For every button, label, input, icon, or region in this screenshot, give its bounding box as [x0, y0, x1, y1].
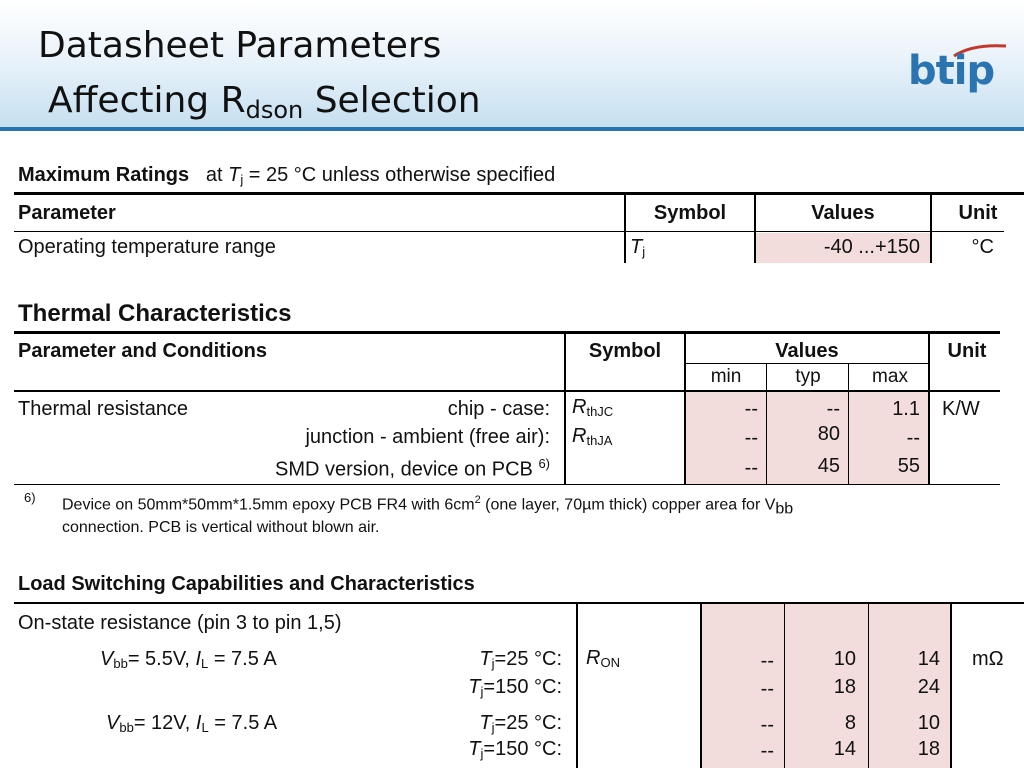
- max-ratings-heading-line: [18, 164, 555, 187]
- thermal-row-3-max: 55: [897, 455, 920, 477]
- thermal-col-header-unit: Unit: [947, 340, 987, 362]
- footnote-marker: 6): [24, 490, 36, 505]
- btip-logo: [908, 40, 1008, 110]
- thermal-col-min: min: [710, 366, 742, 387]
- load-g1-r2-typ: 18: [833, 676, 856, 698]
- load-param-label: On-state resistance (pin 3 to pin 1,5): [18, 612, 342, 634]
- thermal-top-rule: [14, 331, 1000, 334]
- thermal-vline-5: [928, 334, 930, 484]
- load-g1-r2-max: 24: [917, 676, 940, 698]
- thermal-vline-1: [564, 334, 566, 484]
- thermal-vline-3: [766, 364, 767, 484]
- load-switching-heading: Load Switching Capabilities and Characteristics: [18, 573, 475, 595]
- col-header-symbol: Symbol: [653, 202, 727, 224]
- load-g2-r2-tj: $T_j=150$ °C:: [468, 738, 562, 761]
- thermal-row-1-min: --: [744, 398, 758, 420]
- col-header-values: Values: [811, 202, 875, 224]
- title-line-2-text: Affecting R: [48, 80, 246, 121]
- footnote-line-1: Device on 50mm*50mm*1.5mm epoxy PCB FR4 with $6cm^2$ (one layer, 70µm thick) copper area for Vbb: [62, 494, 794, 518]
- max-ratings-condition: at $T_j = 25$ °C unless otherwise specified: [205, 164, 556, 187]
- max-ratings-row-unit: °C: [971, 236, 994, 258]
- thermal-row-1-condition: chip - case:: [447, 398, 550, 420]
- load-g2-r2-min: --: [760, 740, 774, 762]
- load-g2-r1-tj: $T_j=25$ °C:: [479, 712, 562, 735]
- thermal-row-3-min: --: [744, 457, 758, 479]
- load-g2-r2-typ: 14: [833, 738, 856, 760]
- thermal-row-2-symbol: $R_{thJA}$: [572, 425, 613, 448]
- thermal-col-header-parameter: Parameter and Conditions: [18, 340, 267, 362]
- thermal-heading: Thermal Characteristics: [18, 300, 292, 327]
- load-group-1-condition: $V_{bb}= 5.5V$, $I_L = 7.5$ A: [100, 648, 277, 671]
- header-divider: [0, 127, 1024, 131]
- logo-text: btip: [908, 48, 995, 94]
- load-vline-4: [868, 604, 869, 768]
- load-g1-r1-min: --: [760, 650, 774, 672]
- max-ratings-top-rule: [14, 192, 1024, 195]
- max-ratings-vline-1: [624, 195, 626, 263]
- thermal-col-header-values: Values: [775, 340, 839, 362]
- title-line-1: Datasheet Parameters: [38, 25, 442, 66]
- thermal-values-subrule: [686, 363, 930, 364]
- thermal-col-max: max: [872, 366, 908, 387]
- thermal-col-header-symbol: Symbol: [588, 340, 662, 362]
- title-subscript: dson: [245, 96, 304, 124]
- col-header-parameter: Parameter: [18, 202, 116, 224]
- thermal-row-1-typ: --: [826, 398, 840, 420]
- thermal-bottom-rule: [14, 484, 1000, 485]
- load-unit: mΩ: [972, 648, 1004, 670]
- slide-title: [38, 18, 481, 138]
- load-g1-r1-tj: $T_j=25$ °C:: [479, 648, 562, 671]
- load-g2-r2-max: 18: [917, 738, 940, 760]
- load-group-2-condition: $V_{bb}= 12V$, $I_L = 7.5$ A: [106, 712, 278, 735]
- footnote-line-2: connection. PCB is vertical without blown air.: [62, 519, 380, 536]
- max-ratings-header-rule: [14, 231, 1004, 232]
- load-g1-r2-tj: $T_j=150$ °C:: [468, 676, 562, 699]
- load-symbol: $R_{ON}$: [586, 647, 620, 670]
- thermal-vline-4: [848, 364, 849, 484]
- max-ratings-row-value: -40 ...+150: [823, 236, 920, 258]
- thermal-row-1-unit: K/W: [942, 398, 980, 420]
- load-vline-1: [576, 604, 578, 768]
- thermal-row-3-typ: 45: [817, 455, 840, 477]
- thermal-header-rule: [14, 390, 1000, 392]
- thermal-col-typ: typ: [795, 366, 821, 387]
- thermal-row-2-condition: junction - ambient (free air):: [305, 426, 550, 448]
- load-g1-r1-typ: 10: [833, 648, 856, 670]
- slide-header: [0, 0, 1024, 128]
- thermal-row-2-min: --: [744, 427, 758, 449]
- thermal-row-1-symbol: $R_{thJC}$: [572, 396, 614, 419]
- load-g2-r1-typ: 8: [844, 712, 856, 734]
- thermal-row-2-max: --: [906, 427, 920, 449]
- thermal-row-3-condition: SMD version, device on PCB $^{6)}$: [275, 456, 550, 481]
- load-g1-r1-max: 14: [917, 648, 940, 670]
- load-g2-r1-min: --: [760, 714, 774, 736]
- load-g1-r2-min: --: [760, 678, 774, 700]
- load-vline-5: [950, 604, 952, 768]
- thermal-param-label: Thermal resistance: [18, 398, 189, 420]
- thermal-row-2-typ: 80: [817, 423, 840, 445]
- max-ratings-row-parameter: Operating temperature range: [18, 236, 276, 258]
- col-header-unit: Unit: [958, 202, 998, 224]
- title-line-2-end: Selection: [303, 80, 481, 121]
- max-ratings-row-symbol: $T_j$: [630, 236, 646, 259]
- load-vline-3: [784, 604, 785, 768]
- max-ratings-heading: Maximum Ratings: [18, 164, 190, 186]
- thermal-row-1-max: 1.1: [892, 398, 920, 420]
- load-g2-r1-max: 10: [917, 712, 940, 734]
